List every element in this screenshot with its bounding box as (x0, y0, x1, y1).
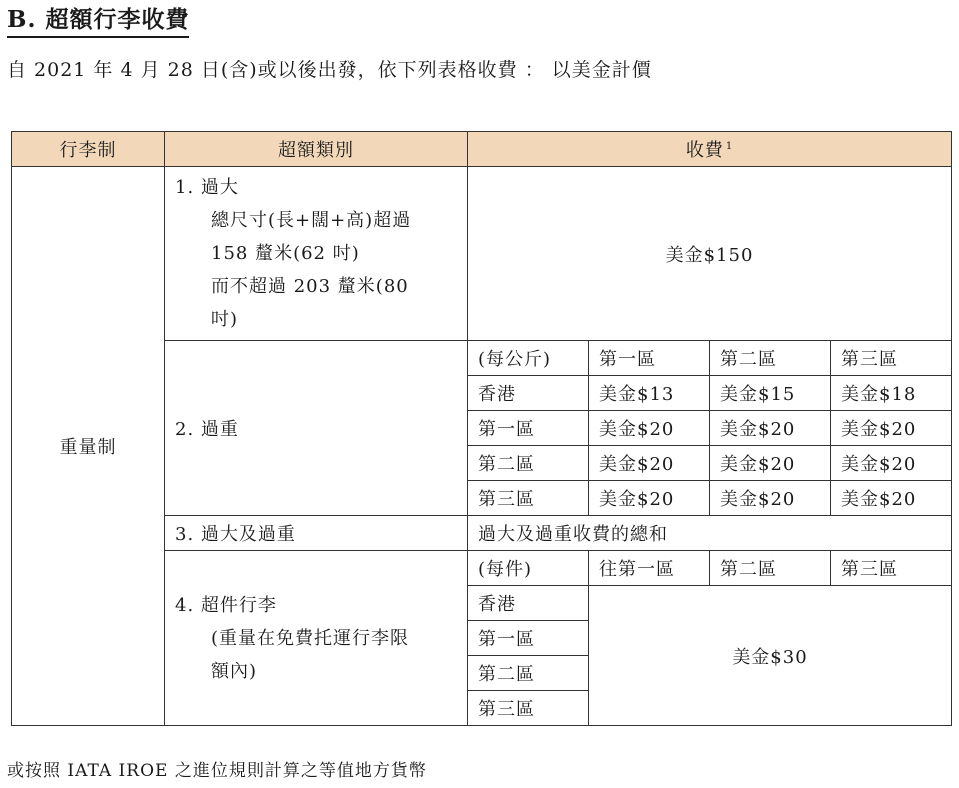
section-title: B. 超額行李收費 (7, 4, 189, 38)
extra-piece-origin: 第三區 (468, 691, 589, 726)
overweight-unit: (每公斤) (468, 341, 589, 376)
oversize-line: 吋) (211, 309, 239, 330)
overweight-origin: 香港 (468, 376, 589, 411)
oversize-line: 而不超過 203 釐米(80 (211, 276, 409, 297)
overweight-fee: 美金$20 (589, 481, 710, 516)
overweight-fee: 美金$20 (831, 446, 952, 481)
oversize-cell (165, 167, 468, 341)
combo-label: 3. 過大及過重 (165, 516, 468, 551)
oversize-fee: 美金$150 (468, 167, 952, 341)
header-system: 行李制 (12, 132, 165, 167)
overweight-origin: 第二區 (468, 446, 589, 481)
extra-piece-unit: (每件) (468, 551, 589, 586)
intro-text: 自 2021 年 4 月 28 日(含)或以後出發，依下列表格收費 ： 以美金計價 (7, 59, 652, 81)
header-category: 超額類別 (165, 132, 468, 167)
overweight-fee: 美金$18 (831, 376, 952, 411)
overweight-fee: 美金$20 (589, 446, 710, 481)
oversize-line: 158 釐米(62 吋) (211, 243, 360, 264)
oversize-line: 總尺寸(長+闊+高)超過 (211, 210, 412, 231)
overweight-fee: 美金$20 (831, 411, 952, 446)
system-weight-cell: 重量制 (12, 167, 165, 726)
header-fee: 收費 $^1$ (468, 132, 952, 167)
combo-fee: 過大及過重收費的總和 (468, 516, 952, 551)
footnote-text: 或按照 IATA IROE 之進位規則計算之等值地方貨幣 (7, 761, 427, 781)
overweight-zone-header: 第一區 (589, 341, 710, 376)
overweight-zone-header: 第三區 (831, 341, 952, 376)
overweight-fee: 美金$20 (831, 481, 952, 516)
extra-piece-label: 4. 超件行李 (175, 594, 277, 616)
overweight-fee: 美金$15 (710, 376, 831, 411)
extra-piece-note: (重量在免費托運行李限 (211, 627, 410, 649)
overweight-origin: 第一區 (468, 411, 589, 446)
overweight-fee: 美金$20 (710, 481, 831, 516)
extra-piece-origin: 香港 (468, 586, 589, 621)
overweight-fee: 美金$20 (710, 446, 831, 481)
overweight-zone-header: 第二區 (710, 341, 831, 376)
overweight-fee: 美金$13 (589, 376, 710, 411)
extra-piece-origin: 第一區 (468, 621, 589, 656)
footnote-marker: 1 (725, 141, 734, 152)
extra-piece-cell (165, 551, 468, 726)
overweight-origin: 第三區 (468, 481, 589, 516)
extra-piece-zone-header: 往第一區 (589, 551, 710, 586)
extra-piece-zone-header: 第三區 (831, 551, 952, 586)
overweight-label: 2. 過重 (165, 341, 468, 516)
oversize-title: 1. 過大 (175, 177, 239, 198)
overweight-fee: 美金$20 (710, 411, 831, 446)
overweight-fee: 美金$20 (589, 411, 710, 446)
extra-piece-fee: 美金$30 (589, 586, 952, 726)
extra-piece-origin: 第二區 (468, 656, 589, 691)
excess-baggage-fee-table (11, 131, 952, 726)
extra-piece-note: 額內) (211, 660, 258, 682)
extra-piece-zone-header: 第二區 (710, 551, 831, 586)
